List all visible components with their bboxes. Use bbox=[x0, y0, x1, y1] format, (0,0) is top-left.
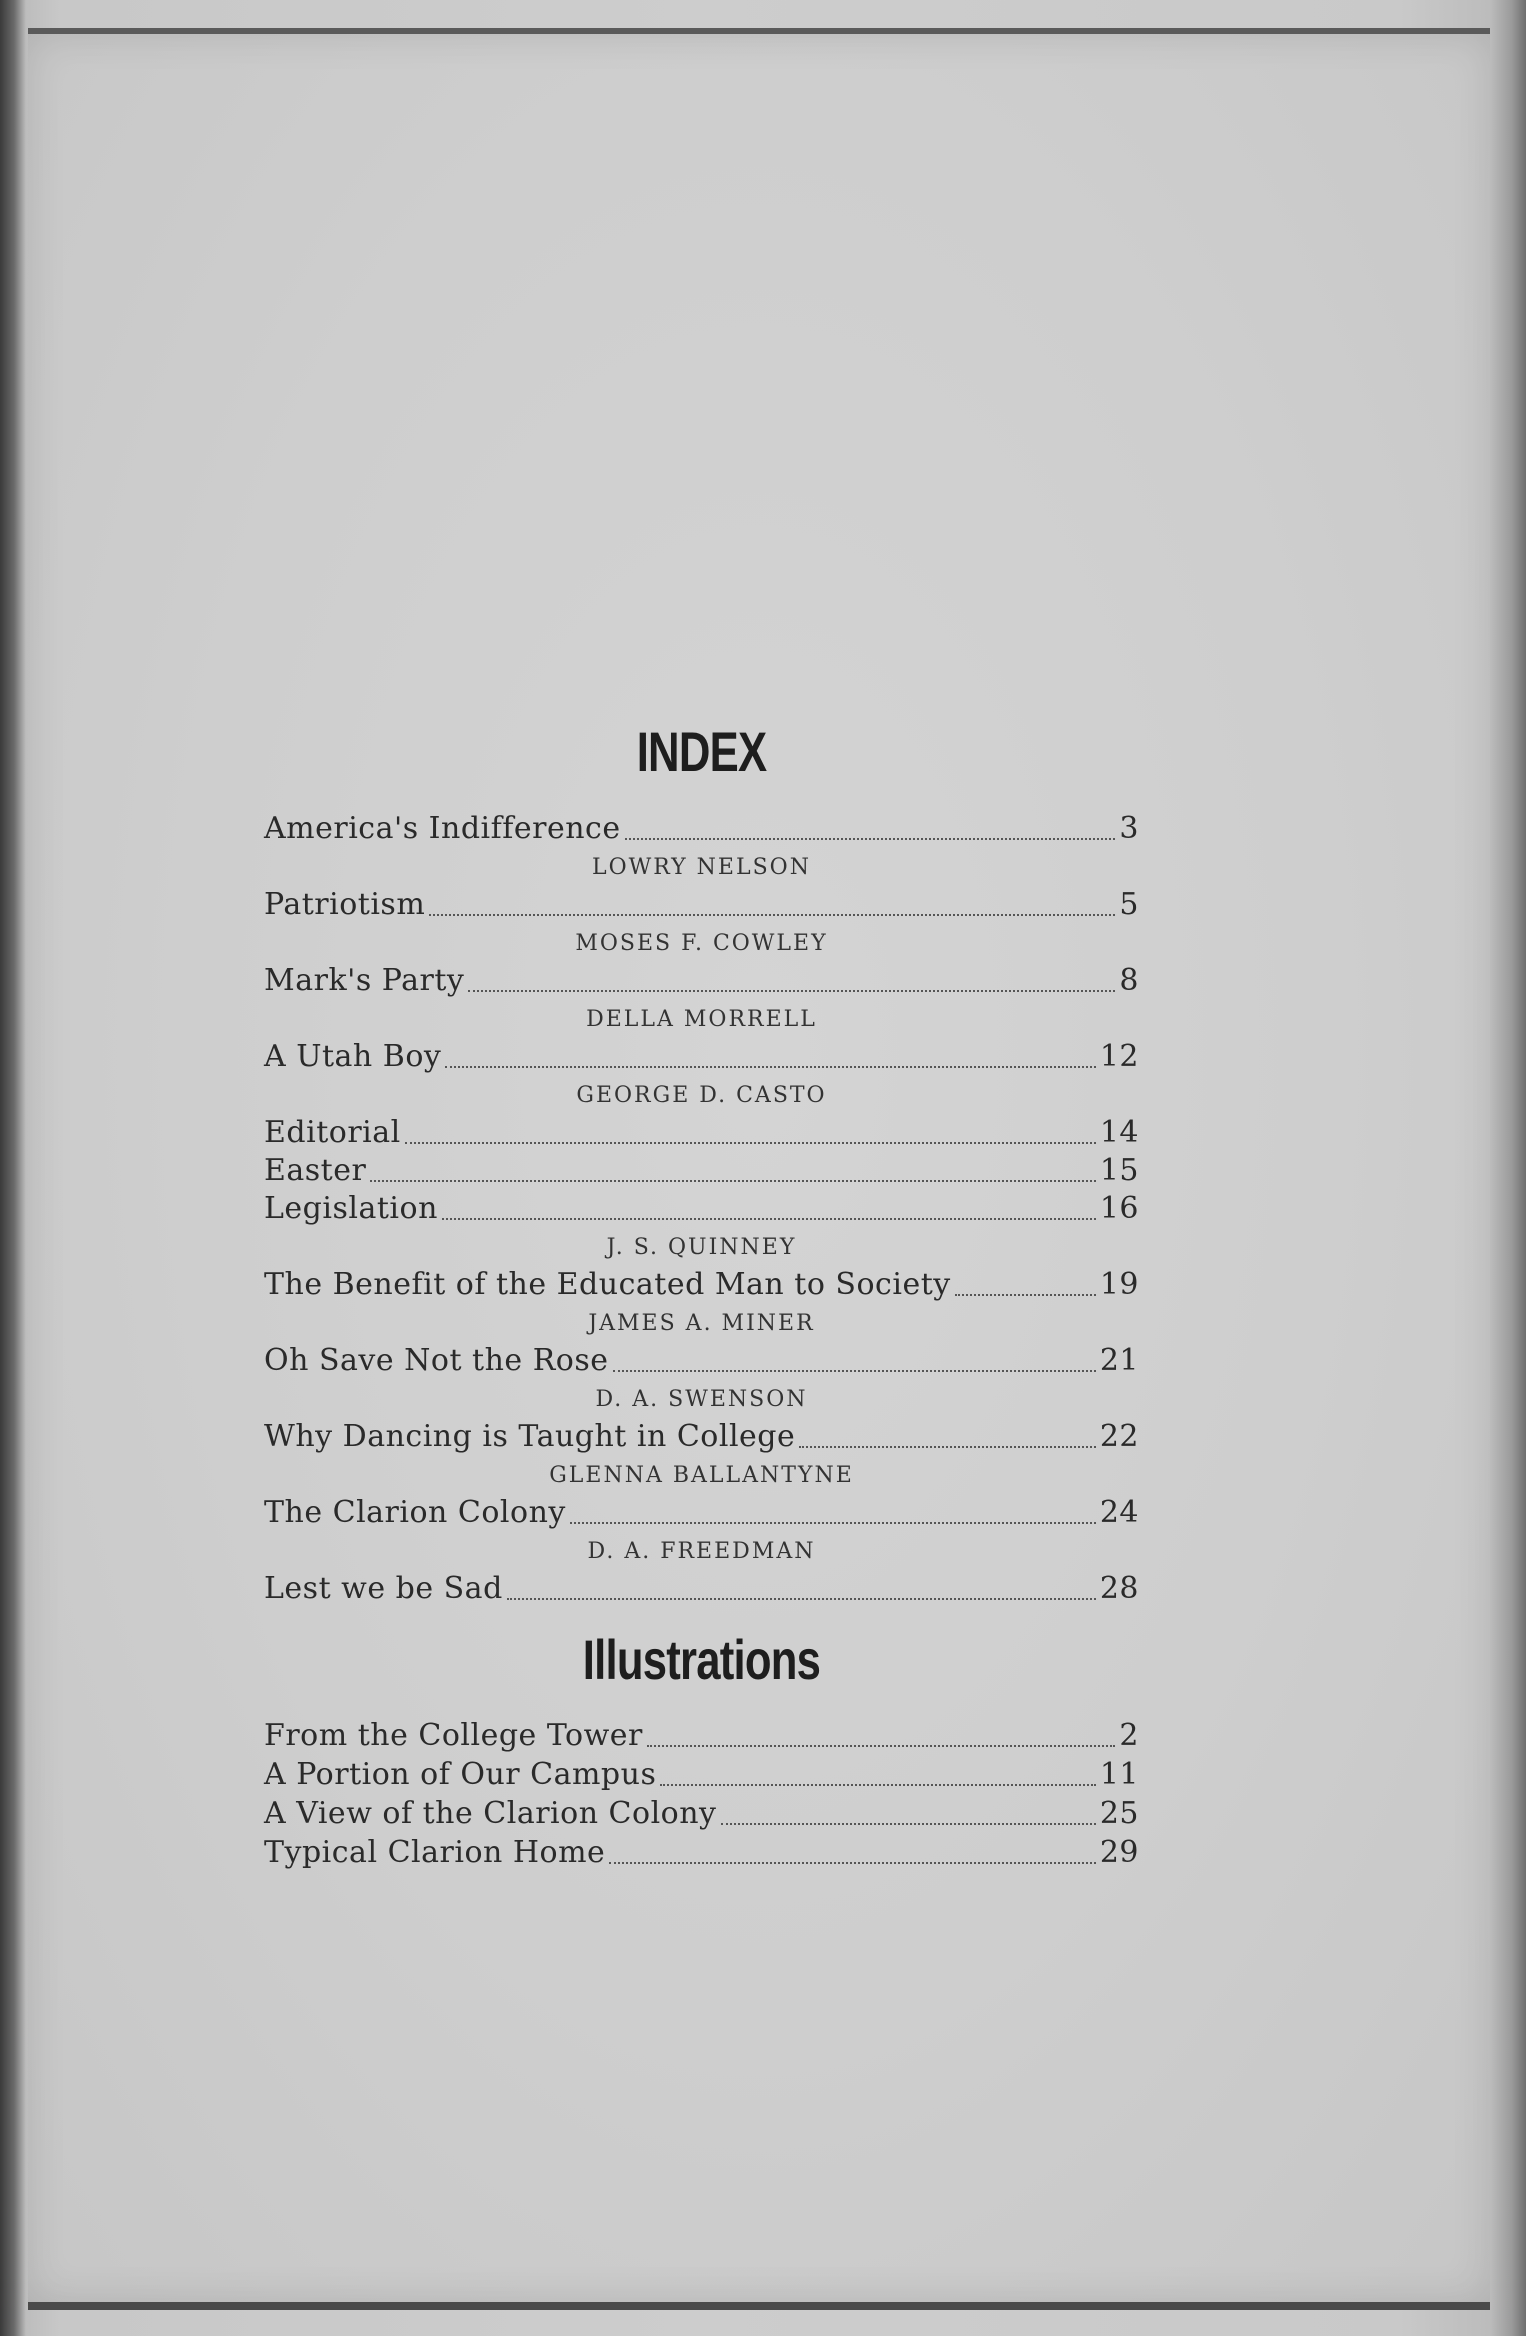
index-list bbox=[264, 810, 1139, 1608]
entry-title: Easter bbox=[264, 1153, 367, 1188]
entry-page-number: 15 bbox=[1099, 1153, 1139, 1188]
illustration-entry bbox=[264, 1833, 1139, 1872]
index-entry bbox=[264, 1570, 1139, 1608]
dot-leader bbox=[609, 1861, 1096, 1864]
dot-leader bbox=[799, 1445, 1096, 1448]
index-heading: INDEX bbox=[636, 720, 767, 783]
dot-leader bbox=[405, 1141, 1096, 1144]
dot-leader bbox=[625, 837, 1116, 840]
dot-leader bbox=[955, 1293, 1096, 1296]
entry-page-number: 12 bbox=[1099, 1039, 1139, 1074]
index-entry bbox=[264, 1038, 1139, 1076]
entry-page-number: 14 bbox=[1099, 1115, 1139, 1150]
entry-page-number: 3 bbox=[1119, 811, 1139, 846]
index-entry bbox=[264, 1418, 1139, 1456]
index-entry bbox=[264, 886, 1139, 924]
contents-block bbox=[264, 720, 1139, 1872]
illustration-title: Typical Clarion Home bbox=[264, 1835, 606, 1870]
index-entry bbox=[264, 1152, 1139, 1190]
index-entry bbox=[264, 1190, 1139, 1228]
entry-author: J. S. QUINNEY bbox=[606, 1235, 797, 1260]
entry-author: MOSES F. COWLEY bbox=[575, 931, 828, 956]
entry-title: The Clarion Colony bbox=[264, 1495, 566, 1530]
entry-title: Editorial bbox=[264, 1115, 401, 1150]
entry-page-number: 19 bbox=[1099, 1267, 1139, 1302]
illustration-entry bbox=[264, 1794, 1139, 1833]
entry-title: Why Dancing is Taught in College bbox=[264, 1419, 796, 1454]
dot-leader bbox=[660, 1783, 1095, 1786]
entry-title: Oh Save Not the Rose bbox=[264, 1343, 609, 1378]
entry-title: Mark's Party bbox=[264, 963, 465, 998]
entry-page-number: 21 bbox=[1099, 1343, 1139, 1378]
entry-page-number: 5 bbox=[1119, 887, 1139, 922]
dot-leader bbox=[468, 989, 1115, 992]
entry-author: DELLA MORRELL bbox=[586, 1007, 817, 1032]
entry-page-number: 8 bbox=[1119, 963, 1139, 998]
entry-title: Lest we be Sad bbox=[264, 1571, 503, 1606]
illustration-title: A View of the Clarion Colony bbox=[264, 1796, 717, 1831]
illustrations-heading: Illustrations bbox=[582, 1628, 821, 1691]
entry-title: Legislation bbox=[264, 1191, 438, 1226]
entry-title: Patriotism bbox=[264, 887, 426, 922]
entry-author: D. A. FREEDMAN bbox=[587, 1539, 816, 1564]
dot-leader bbox=[445, 1065, 1095, 1068]
entry-page-number: 28 bbox=[1099, 1571, 1139, 1606]
entry-page-number: 16 bbox=[1099, 1191, 1139, 1226]
entry-author: JAMES A. MINER bbox=[588, 1311, 815, 1336]
illustration-page-number: 2 bbox=[1119, 1718, 1139, 1753]
illustrations-list bbox=[264, 1716, 1139, 1872]
index-entry bbox=[264, 810, 1139, 848]
index-entry bbox=[264, 1266, 1139, 1304]
entry-title: The Benefit of the Educated Man to Society bbox=[264, 1267, 951, 1302]
illustration-page-number: 25 bbox=[1099, 1796, 1139, 1831]
entry-author: D. A. SWENSON bbox=[595, 1387, 808, 1412]
dot-leader bbox=[442, 1217, 1096, 1220]
index-entry bbox=[264, 1114, 1139, 1152]
illustration-title: A Portion of Our Campus bbox=[264, 1757, 657, 1792]
illustration-page-number: 11 bbox=[1099, 1757, 1139, 1792]
index-entry bbox=[264, 1342, 1139, 1380]
entry-page-number: 22 bbox=[1099, 1419, 1139, 1454]
dot-leader bbox=[570, 1521, 1096, 1524]
dot-leader bbox=[647, 1744, 1116, 1747]
dot-leader bbox=[370, 1179, 1095, 1182]
dot-leader bbox=[507, 1597, 1096, 1600]
dot-leader bbox=[721, 1822, 1096, 1825]
entry-author: GLENNA BALLANTYNE bbox=[549, 1463, 854, 1488]
illustration-entry bbox=[264, 1716, 1139, 1755]
index-page bbox=[28, 28, 1490, 2310]
entry-title: A Utah Boy bbox=[264, 1039, 442, 1074]
entry-author: GEORGE D. CASTO bbox=[576, 1083, 827, 1108]
entry-title: America's Indifference bbox=[264, 811, 621, 846]
illustration-page-number: 29 bbox=[1099, 1835, 1139, 1870]
index-entry bbox=[264, 962, 1139, 1000]
illustration-title: From the College Tower bbox=[264, 1718, 643, 1753]
entry-author: LOWRY NELSON bbox=[592, 855, 811, 880]
index-entry bbox=[264, 1494, 1139, 1532]
dot-leader bbox=[429, 913, 1115, 916]
illustration-entry bbox=[264, 1755, 1139, 1794]
dot-leader bbox=[613, 1369, 1096, 1372]
entry-page-number: 24 bbox=[1099, 1495, 1139, 1530]
